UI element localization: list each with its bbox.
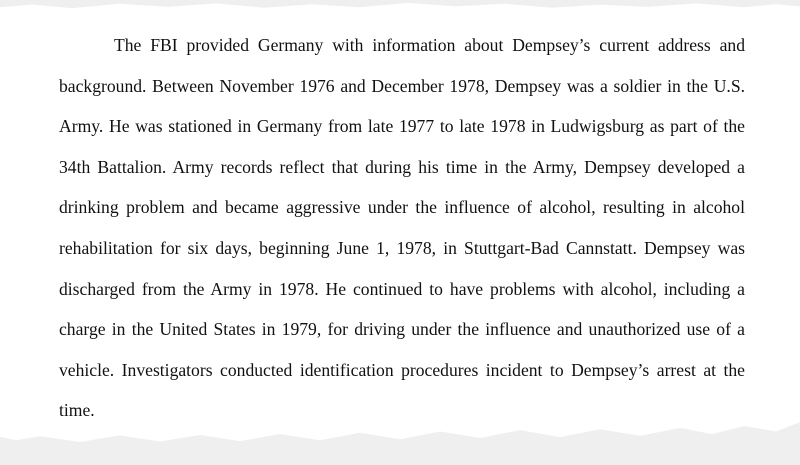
document-paragraph: The FBI provided Germany with information about Dempsey’s current address and background. Between November 1976 and December 1978, Dempsey was a soldier in the U.S. Army. He was stationed in Germany from late 1977 to late 1978 in Ludwigsburg as part of the 34th Battalion. Army records reflect that during his time in the Army, Dempsey developed a drinking problem and became aggressive under the influence of alcohol, resulting in alcohol rehabilitation for six days, beginning June 1, 1978, in Stuttgart-Bad Cannstatt. Dempsey was discharged from the Army in 1978. He continued to have problems with alcohol, including a charge in the United States in 1979, for driving under the influence and unauthorized use of a vehicle. Investigators conducted identification procedures incident to Dempsey’s arrest at the time. bbox=[59, 35, 745, 421]
